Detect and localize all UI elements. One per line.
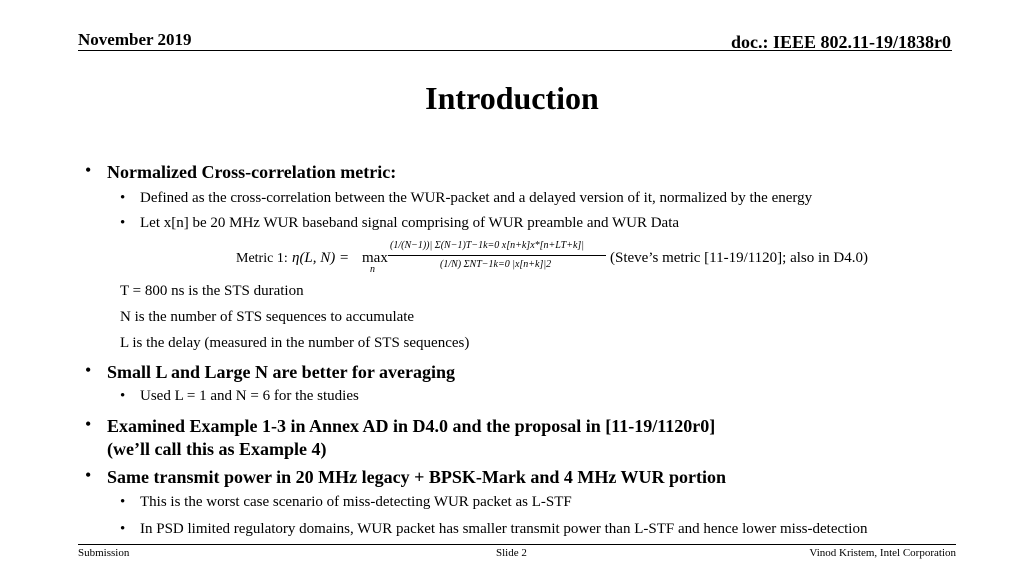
formula-lhs: η(L, N) =	[292, 250, 350, 266]
bullet-text: Same transmit power in 20 MHz legacy + BPSK-Mark and 4 MHz WUR portion	[107, 467, 727, 487]
bullet-text-line2: (we’ll call this as Example 4)	[107, 439, 327, 459]
header-divider	[78, 50, 952, 51]
header-doc-id: doc.: IEEE 802.11-19/1838r0	[730, 32, 951, 52]
bullet-text: Defined as the cross-correlation between the WUR-packet and a delayed version of it, normalized by the energy	[140, 190, 813, 206]
bullet-text: This is the worst case scenario of miss-detecting WUR packet as L-STF	[140, 494, 572, 510]
formula-label: Metric 1:	[236, 251, 288, 266]
formula-note: (Steve’s metric [11-19/1120]; also in D4.0)	[610, 250, 869, 266]
footer-slide-number: Slide 2	[496, 547, 527, 559]
definition-t: T = 800 ns is the STS duration	[120, 283, 304, 299]
bullet-text: In PSD limited regulatory domains, WUR packet has smaller transmit power than L-STF and hence lower miss-detection	[140, 521, 868, 537]
footer-submission: Submission	[78, 547, 130, 559]
slide-title: Introduction	[425, 80, 599, 116]
metric-formula	[236, 238, 916, 278]
bullet-text: Used L = 1 and N = 6 for the studies	[140, 388, 359, 404]
formula-fraction-bar	[388, 255, 606, 256]
definition-l: L is the delay (measured in the number of STS sequences)	[120, 335, 470, 351]
footer-author: Vinod Kristem, Intel Corporation	[809, 547, 956, 559]
formula-denominator: (1/N) ΣNT−1k=0 |x[n+k]|2	[440, 259, 552, 270]
formula-numerator: (1/(N−1))| Σ(N−1)T−1k=0 x[n+k]x*[n+LT+k]|	[390, 240, 585, 251]
formula-max-subscript: n	[370, 264, 375, 275]
footer-divider	[78, 544, 956, 545]
bullet-dot: •	[120, 521, 126, 537]
bullet-dot: •	[120, 215, 126, 231]
bullet-dot: •	[120, 388, 126, 404]
bullet-text: Small L and Large N are better for averaging	[107, 362, 455, 382]
bullet-dot: •	[120, 190, 126, 206]
bullet-dot: •	[120, 494, 126, 510]
definition-n: N is the number of STS sequences to accumulate	[120, 309, 415, 325]
bullet-text: Let x[n] be 20 MHz WUR baseband signal comprising of WUR preamble and WUR Data	[140, 215, 680, 231]
bullet-dot: •	[85, 160, 92, 180]
bullet-dot: •	[85, 360, 92, 380]
header-date: November 2019	[78, 30, 192, 49]
bullet-text: Normalized Cross-correlation metric:	[107, 162, 397, 182]
bullet-dot: •	[85, 465, 92, 485]
bullet-text-line1: Examined Example 1-3 in Annex AD in D4.0 and the proposal in [11-19/1120r0]	[107, 416, 716, 436]
formula-max: max	[362, 250, 388, 266]
bullet-dot: •	[85, 414, 92, 434]
